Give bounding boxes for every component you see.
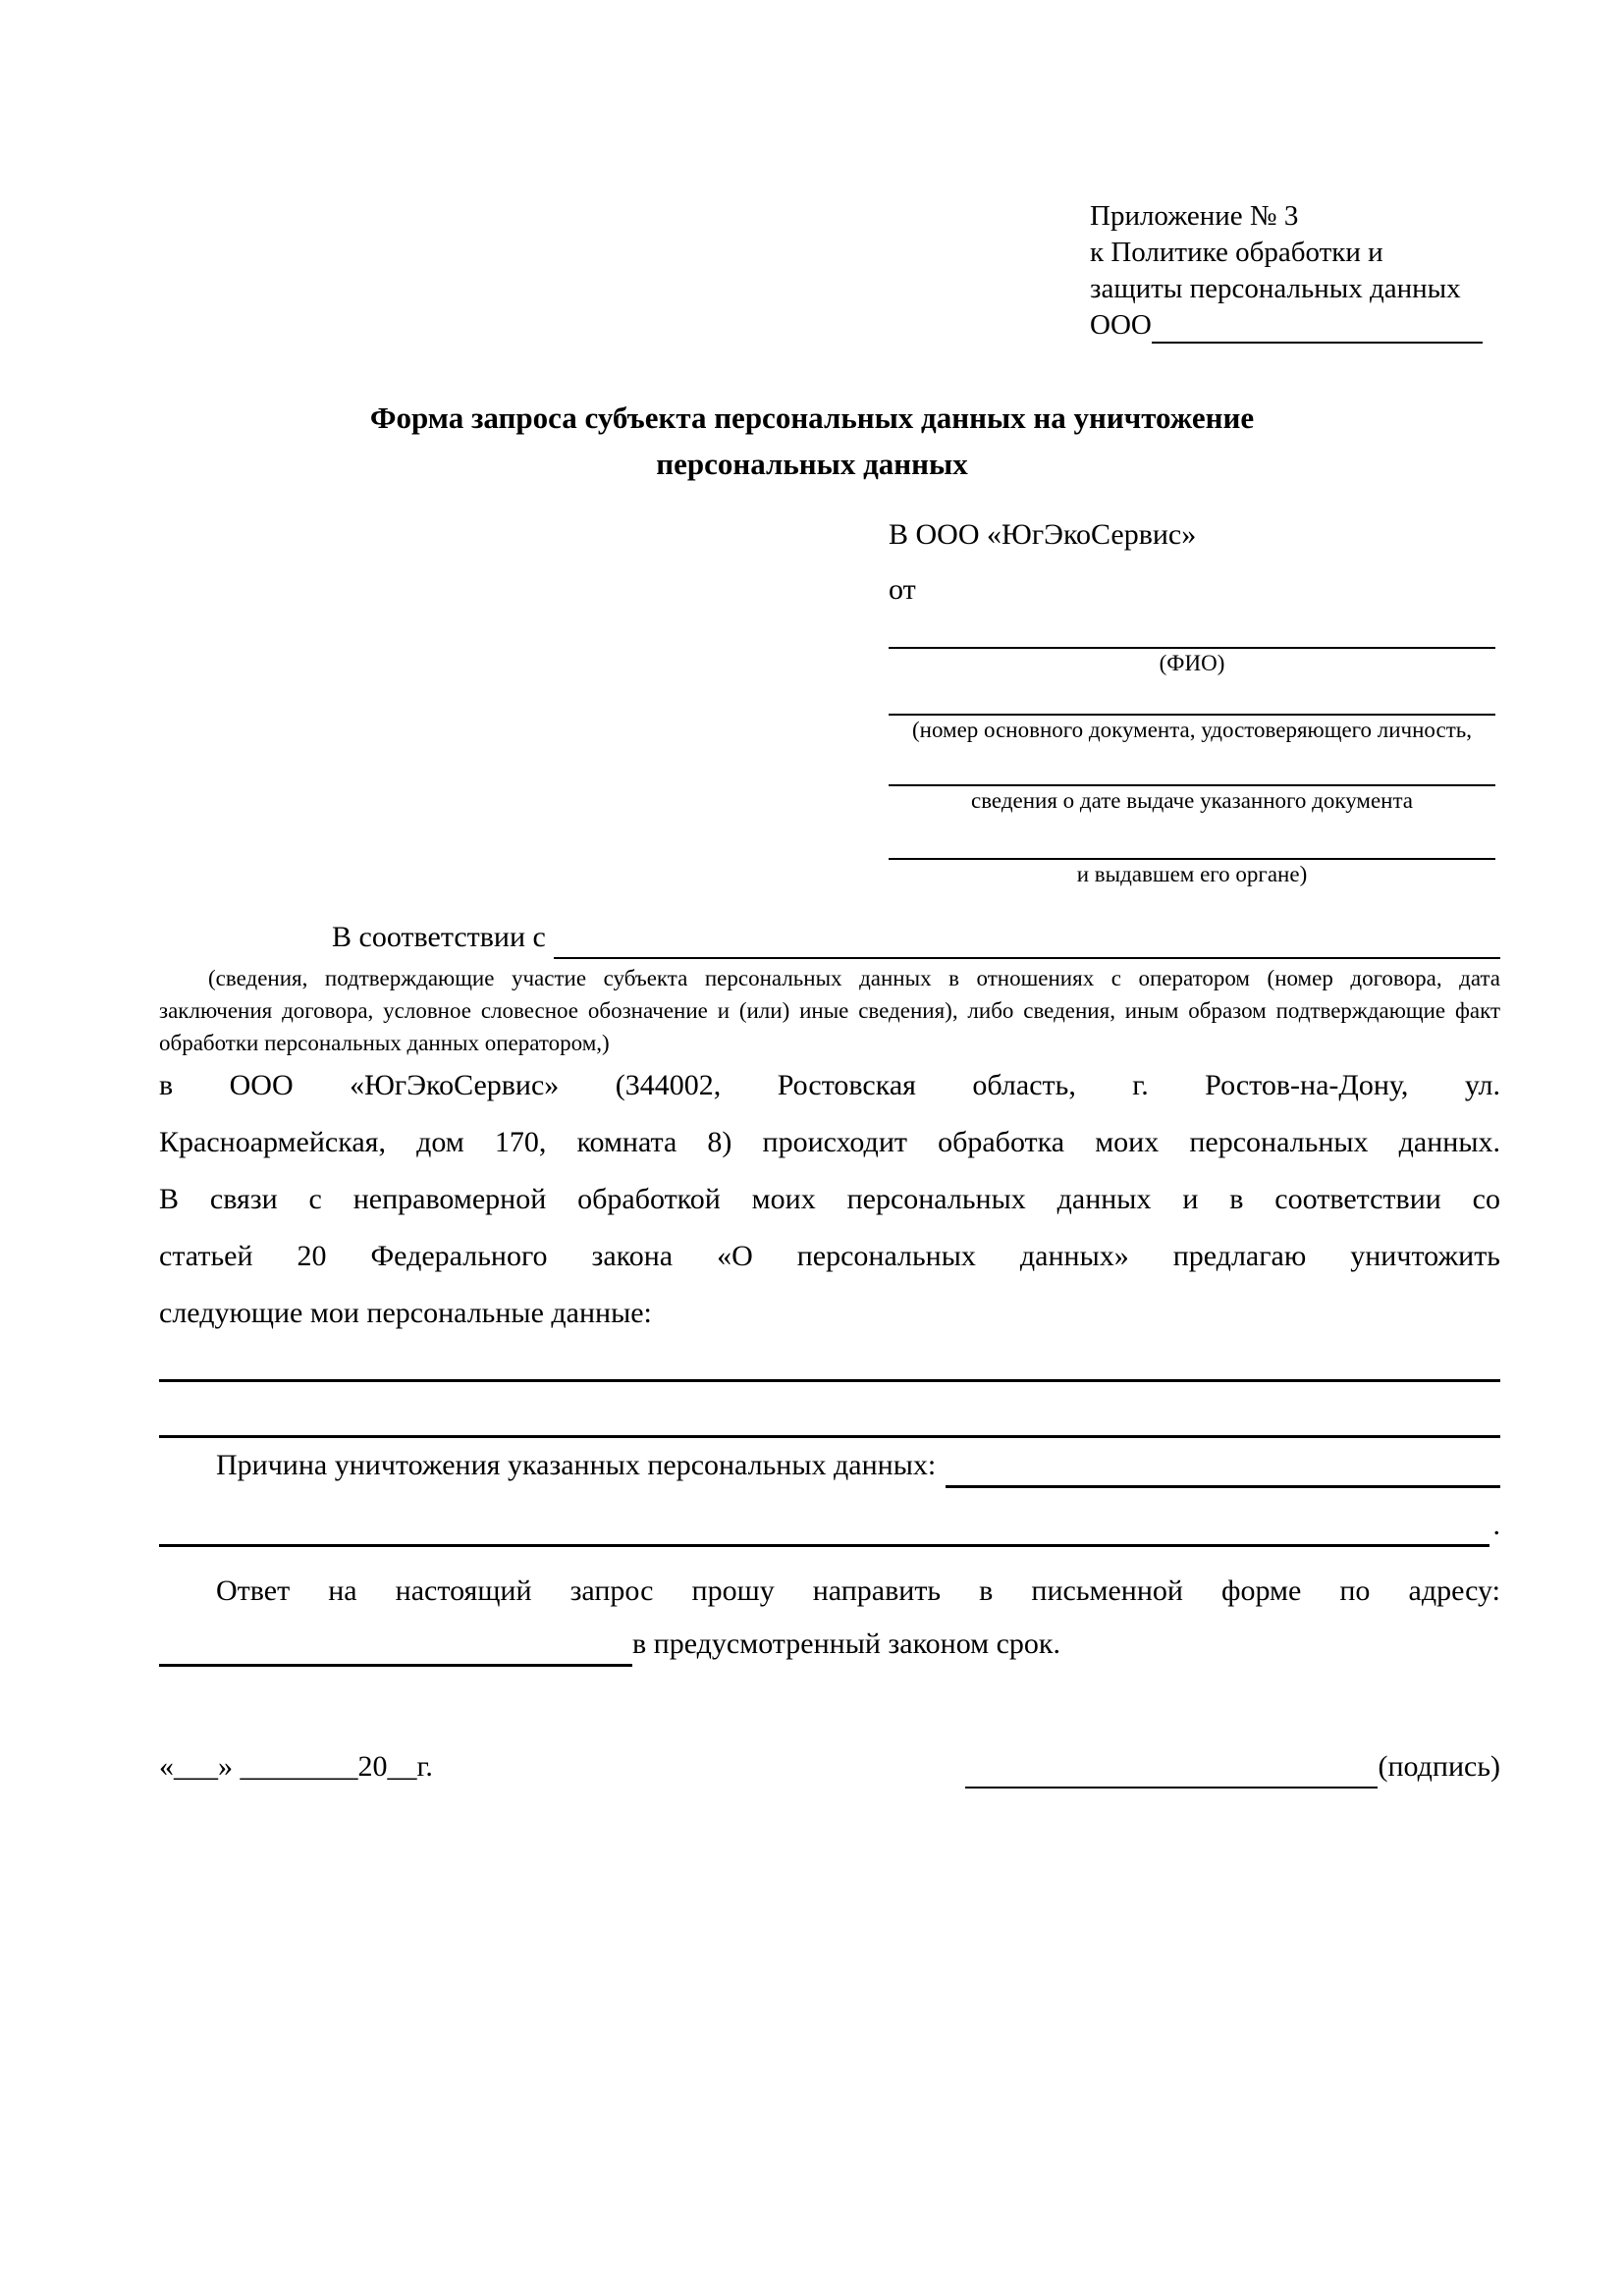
pursuant-blank-line [554, 922, 1500, 959]
body-line-1: в ООО «ЮгЭкоСервис» (344002, Ростовская область, г. Ростов-на-Дону, ул. [159, 1069, 1500, 1101]
note-line-3: обработки персональных данных оператором,) [159, 1031, 610, 1055]
fio-field-line [889, 610, 1495, 649]
answer-address-row [159, 1622, 1500, 1667]
data-blank-line-1 [159, 1342, 1500, 1382]
doc-number-caption: (номер основного документа, удостоверяющего личность, [911, 718, 1472, 742]
body-paragraph [159, 1057, 1500, 1342]
note-line-2: заключения договора, условное словесное обозначение и (или) иные сведения), либо сведения, иным образом подтверждающие факт [159, 998, 1500, 1023]
addressee-block [889, 515, 1495, 889]
appendix-line-1: Приложение № 3 [1090, 200, 1299, 232]
note-line-1: (сведения, подтверждающие участие субъекта персональных данных в отношениях с оператором (номер договора, дата [208, 966, 1500, 990]
signature-blank-line [965, 1751, 1378, 1789]
address-blank-line [159, 1627, 632, 1667]
ooo-blank-line [1152, 312, 1483, 344]
reason-blank-line [946, 1448, 1500, 1488]
reason-row [159, 1443, 1500, 1488]
footer-row [159, 1745, 1500, 1789]
reason-period: . [1492, 1509, 1500, 1541]
body-line-5: следующие мои персональные данные: [159, 1297, 652, 1329]
explanatory-note [159, 962, 1500, 1059]
doc-date-caption: сведения о дате выдаче указанного документа [970, 788, 1414, 813]
date-field: «___» ________20__г. [159, 1750, 433, 1783]
doc-issuer-caption: и выдавшем его органе) [1076, 862, 1308, 886]
title-line-1: Форма запроса субъекта персональных данных на уничтожение [369, 400, 1255, 435]
body-line-4: статьей 20 Федерального закона «О персональных данных» предлагаю уничтожить [159, 1240, 1500, 1272]
fio-caption: (ФИО) [1159, 651, 1225, 675]
appendix-block [1090, 198, 1483, 344]
reason-label: Причина уничтожения указанных персональных данных: [216, 1449, 937, 1481]
appendix-line-3: защиты персональных данных [1090, 273, 1461, 304]
pursuant-lead: В соответствии с [332, 921, 546, 953]
answer-term: в предусмотренный законом срок. [632, 1628, 1060, 1660]
answer-paragraph: Ответ на настоящий запрос прошу направить в письменной форме по адресу: [216, 1575, 1500, 1607]
reason-continuation-row [159, 1504, 1500, 1547]
appendix-line-2: к Политике обработки и [1090, 237, 1383, 268]
signature-group [965, 1745, 1500, 1789]
from-label: от [889, 573, 916, 606]
doc-number-field-line [889, 678, 1495, 716]
ooo-label: ООО [1090, 309, 1152, 341]
body-line-3: В связи с неправомерной обработкой моих персональных данных и в соответствии со [159, 1183, 1500, 1215]
signature-caption: (подпись) [1378, 1750, 1500, 1783]
doc-issuer-field-line [889, 816, 1495, 860]
doc-date-field-line [889, 745, 1495, 786]
addressee-org: В ООО «ЮгЭкоСервис» [889, 518, 1197, 551]
appendix-ooo-row [1090, 307, 1483, 344]
body-line-2: Красноармейская, дом 170, комната 8) происходит обработка моих персональных данных. [159, 1126, 1500, 1158]
document-title [147, 395, 1477, 487]
data-blank-line-2 [159, 1398, 1500, 1438]
reason-blank-line-2 [159, 1509, 1489, 1547]
title-line-2: персональных данных [656, 447, 968, 481]
pursuant-row [159, 916, 1500, 959]
